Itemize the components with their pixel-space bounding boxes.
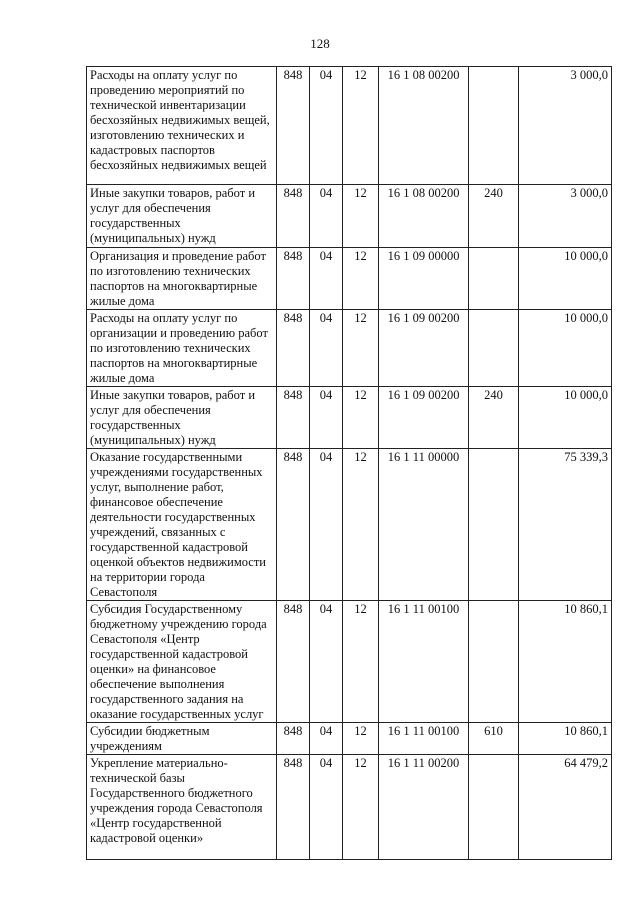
- row-ved: 848: [277, 248, 310, 310]
- table-row: [87, 248, 612, 310]
- row-name: Укрепление материально-технической базы Государственного бюджетного учреждения города Севастополя «Центр государственной кадастровой оценки»: [87, 755, 277, 860]
- row-sum: 10 000,0: [519, 387, 612, 449]
- row-rz: 04: [310, 310, 343, 387]
- row-ved: 848: [277, 723, 310, 755]
- row-vr: [469, 601, 519, 723]
- table-row: [87, 185, 612, 248]
- row-rz: 04: [310, 723, 343, 755]
- row-sum: 3 000,0: [519, 185, 612, 248]
- row-rz: 04: [310, 449, 343, 601]
- row-pr: 12: [343, 248, 379, 310]
- row-csr: 16 1 09 00000: [379, 248, 469, 310]
- row-name: Иные закупки товаров, работ и услуг для обеспечения государственных (муниципальных) нужд: [87, 387, 277, 449]
- row-vr: [469, 755, 519, 860]
- row-vr: [469, 67, 519, 185]
- row-rz: 04: [310, 185, 343, 248]
- table-row: [87, 723, 612, 755]
- row-name: Субсидия Государственному бюджетному учреждению города Севастополя «Центр государственной кадастровой оценки» на финансовое обеспечение выполнения государственного задания на оказание государственных услуг: [87, 601, 277, 723]
- row-csr: 16 1 11 00200: [379, 755, 469, 860]
- table-row: [87, 601, 612, 723]
- row-ved: 848: [277, 387, 310, 449]
- row-csr: 16 1 08 00200: [379, 67, 469, 185]
- row-pr: 12: [343, 723, 379, 755]
- budget-table: [86, 66, 612, 860]
- row-pr: 12: [343, 449, 379, 601]
- row-vr: [469, 248, 519, 310]
- row-sum: 10 860,1: [519, 601, 612, 723]
- row-sum: 10 860,1: [519, 723, 612, 755]
- row-rz: 04: [310, 755, 343, 860]
- row-ved: 848: [277, 310, 310, 387]
- row-ved: 848: [277, 601, 310, 723]
- row-pr: 12: [343, 387, 379, 449]
- row-sum: 10 000,0: [519, 310, 612, 387]
- row-vr: 240: [469, 185, 519, 248]
- row-rz: 04: [310, 387, 343, 449]
- row-ved: 848: [277, 185, 310, 248]
- row-name: Оказание государственными учреждениями государственных услуг, выполнение работ, финансовое обеспечение деятельности государственных учреждений, связанных с государственной кадастровой оценкой объектов недвижимости на территории города Севастополя: [87, 449, 277, 601]
- row-rz: 04: [310, 67, 343, 185]
- row-pr: 12: [343, 185, 379, 248]
- row-name: Организация и проведение работ по изготовлению технических паспортов на многоквартирные жилые дома: [87, 248, 277, 310]
- row-ved: 848: [277, 755, 310, 860]
- row-name: Расходы на оплату услуг по организации и проведению работ по изготовлению технических паспортов на многоквартирные жилые дома: [87, 310, 277, 387]
- row-csr: 16 1 08 00200: [379, 185, 469, 248]
- row-vr: [469, 310, 519, 387]
- row-pr: 12: [343, 67, 379, 185]
- table-row: [87, 755, 612, 860]
- row-sum: 10 000,0: [519, 248, 612, 310]
- row-name: Расходы на оплату услуг по проведению мероприятий по технической инвентаризации бесхозяйных недвижимых вещей, изготовлению технических и кадастровых паспортов бесхозяйных недвижимых вещей: [87, 67, 277, 185]
- row-vr: 610: [469, 723, 519, 755]
- row-pr: 12: [343, 310, 379, 387]
- row-csr: 16 1 11 00000: [379, 449, 469, 601]
- table-row: [87, 449, 612, 601]
- row-csr: 16 1 11 00100: [379, 601, 469, 723]
- row-vr: [469, 449, 519, 601]
- row-ved: 848: [277, 67, 310, 185]
- page-number: 128: [310, 36, 330, 51]
- row-sum: 3 000,0: [519, 67, 612, 185]
- table-row: [87, 387, 612, 449]
- row-sum: 75 339,3: [519, 449, 612, 601]
- row-name: Субсидии бюджетным учреждениям: [87, 723, 277, 755]
- table-row: [87, 67, 612, 185]
- row-pr: 12: [343, 601, 379, 723]
- row-name: Иные закупки товаров, работ и услуг для обеспечения государственных (муниципальных) нужд: [87, 185, 277, 248]
- row-sum: 64 479,2: [519, 755, 612, 860]
- row-vr: 240: [469, 387, 519, 449]
- row-csr: 16 1 11 00100: [379, 723, 469, 755]
- table-row: [87, 310, 612, 387]
- row-rz: 04: [310, 601, 343, 723]
- row-csr: 16 1 09 00200: [379, 310, 469, 387]
- row-csr: 16 1 09 00200: [379, 387, 469, 449]
- row-ved: 848: [277, 449, 310, 601]
- row-pr: 12: [343, 755, 379, 860]
- row-rz: 04: [310, 248, 343, 310]
